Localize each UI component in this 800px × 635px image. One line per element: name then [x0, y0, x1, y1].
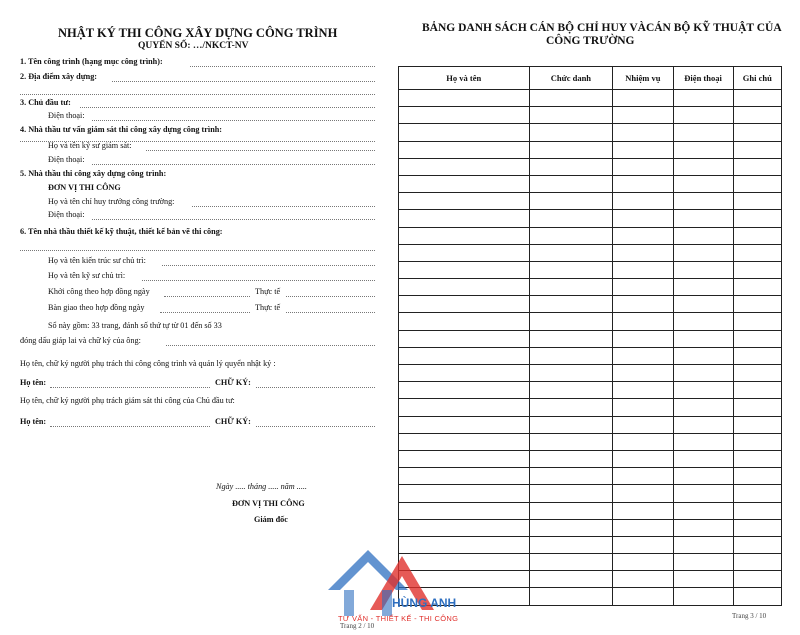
col-title: Chức danh — [529, 67, 613, 90]
table-cell — [673, 347, 733, 364]
section-2: 2. Địa điểm xây dựng: — [20, 72, 98, 81]
table-cell — [399, 279, 530, 296]
fill-line — [256, 387, 375, 388]
table-cell — [733, 210, 781, 227]
table-cell — [613, 536, 673, 553]
table-cell — [529, 210, 613, 227]
table-cell — [733, 330, 781, 347]
table-cell — [673, 193, 733, 210]
section-3: 3. Chủ đầu tư: — [20, 98, 71, 107]
handover-date-label: Bàn giao theo hợp đồng ngày — [48, 303, 145, 312]
pages-note: Sổ này gồm: 33 trang, đánh số thứ tự từ 01 đến số 33 — [48, 321, 222, 330]
table-cell — [529, 468, 613, 485]
table-row — [399, 158, 782, 175]
table-cell — [399, 141, 530, 158]
sign-role: Giám đốc — [254, 515, 288, 524]
table-row — [399, 193, 782, 210]
table-cell — [673, 468, 733, 485]
table-cell — [613, 124, 673, 141]
table-cell — [613, 279, 673, 296]
table-cell — [529, 536, 613, 553]
table-cell — [673, 210, 733, 227]
table-row — [399, 296, 782, 313]
table-cell — [673, 365, 733, 382]
fill-line — [20, 94, 375, 95]
table-cell — [733, 296, 781, 313]
table-row — [399, 519, 782, 536]
table-cell — [613, 450, 673, 467]
table-cell — [613, 433, 673, 450]
table-cell — [613, 313, 673, 330]
table-cell — [613, 468, 673, 485]
table-cell — [733, 261, 781, 278]
fill-line — [286, 296, 375, 297]
staff-title-line1: BẢNG DANH SÁCH CÁN BỘ CHỈ HUY VÀCÁN BỘ KỸ THUẬT CỦA — [422, 22, 782, 34]
table-cell — [673, 485, 733, 502]
table-cell — [529, 433, 613, 450]
table-cell — [613, 141, 673, 158]
fill-line — [164, 296, 250, 297]
table-cell — [673, 433, 733, 450]
table-cell — [613, 296, 673, 313]
fill-line — [162, 265, 375, 266]
company-logo — [320, 540, 480, 630]
table-cell — [673, 571, 733, 588]
table-cell — [673, 450, 733, 467]
table-cell — [673, 90, 733, 107]
table-cell — [673, 554, 733, 571]
table-cell — [613, 158, 673, 175]
table-cell — [529, 519, 613, 536]
col-phone: Điện thoại — [673, 67, 733, 90]
fill-line — [286, 312, 375, 313]
table-cell — [733, 416, 781, 433]
table-cell — [399, 210, 530, 227]
table-cell — [399, 227, 530, 244]
table-cell — [529, 279, 613, 296]
fill-line — [80, 107, 375, 108]
table-cell — [673, 107, 733, 124]
table-cell — [613, 193, 673, 210]
table-cell — [613, 399, 673, 416]
table-cell — [399, 416, 530, 433]
table-cell — [733, 485, 781, 502]
start-actual-label: Thực tế — [255, 287, 281, 296]
table-header-row — [399, 67, 782, 90]
table-cell — [529, 365, 613, 382]
table-cell — [673, 279, 733, 296]
table-cell — [613, 554, 673, 571]
right-page — [392, 0, 800, 634]
table-cell — [529, 347, 613, 364]
fill-line — [146, 150, 375, 151]
table-row — [399, 279, 782, 296]
table-cell — [399, 485, 530, 502]
logo-tagline: TƯ VẤN - THIẾT KẾ - THI CÔNG — [338, 614, 459, 623]
commander-label: Họ và tên chỉ huy trưởng công trường: — [48, 197, 175, 206]
table-cell — [673, 313, 733, 330]
table-cell — [529, 588, 613, 605]
contractor-unit: ĐƠN VỊ THI CÔNG — [48, 183, 121, 192]
table-cell — [613, 365, 673, 382]
table-cell — [529, 416, 613, 433]
supervisor-label: Họ và tên kỹ sư giám sát: — [48, 141, 132, 150]
table-cell — [613, 588, 673, 605]
table-cell — [733, 244, 781, 261]
table-cell — [673, 382, 733, 399]
table-row — [399, 175, 782, 192]
section-4: 4. Nhà thầu tư vấn giám sát thi công xây dựng công trình: — [20, 125, 223, 134]
table-cell — [733, 502, 781, 519]
staff-title-line2: CÔNG TRƯỜNG — [546, 35, 635, 47]
date-line: Ngày ..... tháng ..... năm ..... — [216, 482, 307, 491]
table-cell — [399, 124, 530, 141]
table-cell — [733, 141, 781, 158]
table-cell — [733, 124, 781, 141]
table-cell — [673, 416, 733, 433]
table-cell — [733, 193, 781, 210]
fill-line — [92, 164, 375, 165]
table-cell — [733, 399, 781, 416]
table-cell — [733, 90, 781, 107]
name-2-label: Họ tên: — [20, 417, 47, 426]
fill-line — [190, 66, 375, 67]
table-cell — [529, 107, 613, 124]
table-cell — [733, 519, 781, 536]
table-cell — [613, 107, 673, 124]
table-cell — [399, 296, 530, 313]
table-cell — [673, 519, 733, 536]
table-cell — [529, 141, 613, 158]
table-row — [399, 124, 782, 141]
signature-1-label: CHỮ KÝ: — [215, 378, 251, 387]
stamp-note: đóng dấu giáp lai và chữ ký của ông: — [20, 336, 141, 345]
table-cell — [529, 261, 613, 278]
table-cell — [733, 588, 781, 605]
col-name: Họ và tên — [399, 67, 530, 90]
table-cell — [733, 536, 781, 553]
table-cell — [613, 227, 673, 244]
table-row — [399, 244, 782, 261]
table-cell — [733, 365, 781, 382]
col-notes: Ghi chú — [733, 67, 781, 90]
table-cell — [613, 502, 673, 519]
table-cell — [613, 347, 673, 364]
table-cell — [673, 296, 733, 313]
table-cell — [399, 158, 530, 175]
table-row — [399, 382, 782, 399]
table-cell — [529, 399, 613, 416]
table-cell — [673, 261, 733, 278]
investor-phone-label: Điện thoại: — [48, 111, 85, 120]
table-cell — [399, 175, 530, 192]
table-row — [399, 261, 782, 278]
table-cell — [529, 193, 613, 210]
table-row — [399, 141, 782, 158]
table-cell — [399, 313, 530, 330]
section-6: 6. Tên nhà thầu thiết kế kỹ thuật, thiết kế bản vẽ thi công: — [20, 227, 223, 236]
section-1: 1. Tên công trình (hạng mục công trình): — [20, 57, 163, 66]
table-cell — [399, 107, 530, 124]
table-cell — [529, 330, 613, 347]
table-cell — [733, 313, 781, 330]
table-cell — [733, 158, 781, 175]
diary-volume: QUYỂN SỐ: …/NKCT-NV — [138, 41, 249, 51]
fill-line — [166, 345, 375, 346]
fill-line — [142, 280, 375, 281]
table-cell — [613, 519, 673, 536]
table-row — [399, 433, 782, 450]
responsible-1-note: Họ tên, chữ ký người phụ trách thi công công trình và quản lý quyển nhật ký : — [20, 359, 276, 368]
table-cell — [673, 244, 733, 261]
table-cell — [673, 588, 733, 605]
table-cell — [733, 554, 781, 571]
table-cell — [673, 502, 733, 519]
table-cell — [673, 227, 733, 244]
table-cell — [529, 554, 613, 571]
table-cell — [733, 571, 781, 588]
table-row — [399, 502, 782, 519]
sign-unit: ĐƠN VỊ THI CÔNG — [232, 499, 305, 508]
table-cell — [673, 175, 733, 192]
table-row — [399, 468, 782, 485]
fill-line — [50, 387, 210, 388]
page-number-left: Trang 2 / 10 — [340, 622, 375, 630]
design-engineer-label: Họ và tên kỹ sư chủ trì: — [48, 271, 126, 280]
table-cell — [529, 502, 613, 519]
table-cell — [613, 382, 673, 399]
table-cell — [673, 536, 733, 553]
table-cell — [733, 468, 781, 485]
table-cell — [673, 141, 733, 158]
section-5: 5. Nhà thầu thi công xây dựng công trình: — [20, 169, 167, 178]
table-row — [399, 330, 782, 347]
responsible-2-note: Họ tên, chữ ký người phụ trách giám sát thi công của Chủ đầu tư: — [20, 396, 235, 405]
table-row — [399, 416, 782, 433]
table-cell — [399, 382, 530, 399]
fill-line — [20, 250, 375, 251]
table-cell — [529, 296, 613, 313]
table-cell — [399, 502, 530, 519]
table-cell — [399, 261, 530, 278]
table-cell — [673, 158, 733, 175]
table-cell — [673, 124, 733, 141]
table-cell — [733, 382, 781, 399]
table-cell — [529, 90, 613, 107]
handover-actual-label: Thực tế — [255, 303, 281, 312]
table-cell — [399, 244, 530, 261]
supervisor-phone-label: Điện thoại: — [48, 155, 85, 164]
table-cell — [399, 433, 530, 450]
fill-line — [92, 120, 375, 121]
signature-2-label: CHỮ KÝ: — [215, 417, 251, 426]
table-cell — [529, 571, 613, 588]
fill-line — [92, 219, 375, 220]
table-cell — [529, 485, 613, 502]
table-cell — [733, 175, 781, 192]
table-cell — [399, 193, 530, 210]
table-cell — [399, 468, 530, 485]
logo-brand: HÙNG ANH — [392, 596, 457, 610]
start-date-label: Khởi công theo hợp đồng ngày — [48, 287, 150, 296]
table-cell — [613, 416, 673, 433]
table-cell — [529, 158, 613, 175]
table-cell — [613, 175, 673, 192]
table-cell — [529, 244, 613, 261]
left-page — [0, 0, 392, 634]
table-cell — [399, 519, 530, 536]
table-cell — [529, 382, 613, 399]
fill-line — [50, 426, 210, 427]
table-row — [399, 399, 782, 416]
table-row — [399, 90, 782, 107]
commander-phone-label: Điện thoại: — [48, 210, 85, 219]
table-cell — [673, 399, 733, 416]
diary-title: NHẬT KÝ THI CÔNG XÂY DỰNG CÔNG TRÌNH — [58, 26, 338, 40]
table-cell — [613, 244, 673, 261]
table-cell — [673, 330, 733, 347]
name-1-label: Họ tên: — [20, 378, 47, 387]
table-cell — [529, 175, 613, 192]
table-cell — [613, 485, 673, 502]
page-number-right: Trang 3 / 10 — [732, 612, 767, 620]
table-cell — [399, 450, 530, 467]
table-cell — [529, 124, 613, 141]
table-cell — [399, 347, 530, 364]
table-cell — [613, 210, 673, 227]
table-cell — [529, 227, 613, 244]
fill-line — [160, 312, 250, 313]
table-cell — [733, 347, 781, 364]
table-cell — [529, 450, 613, 467]
table-row — [399, 450, 782, 467]
table-cell — [529, 313, 613, 330]
architect-label: Họ và tên kiến trúc sư chủ trì: — [48, 256, 146, 265]
table-row — [399, 365, 782, 382]
table-cell — [399, 399, 530, 416]
table-cell — [399, 90, 530, 107]
table-cell — [399, 330, 530, 347]
table-cell — [733, 227, 781, 244]
table-row — [399, 210, 782, 227]
table-row — [399, 485, 782, 502]
table-cell — [613, 261, 673, 278]
table-cell — [613, 571, 673, 588]
table-cell — [399, 365, 530, 382]
table-cell — [613, 90, 673, 107]
fill-line — [112, 81, 375, 82]
table-row — [399, 227, 782, 244]
table-cell — [733, 433, 781, 450]
table-row — [399, 313, 782, 330]
col-duty: Nhiệm vụ — [613, 67, 673, 90]
fill-line — [192, 206, 375, 207]
staff-table — [398, 66, 782, 606]
table-row — [399, 107, 782, 124]
fill-line — [256, 426, 375, 427]
table-cell — [613, 330, 673, 347]
table-cell — [733, 279, 781, 296]
table-cell — [733, 450, 781, 467]
table-row — [399, 347, 782, 364]
table-cell — [733, 107, 781, 124]
